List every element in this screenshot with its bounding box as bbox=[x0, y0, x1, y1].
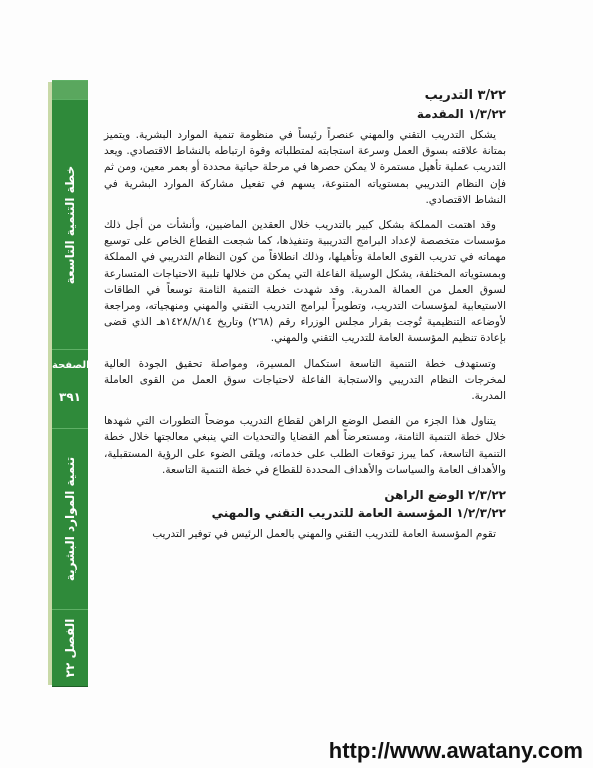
sidebar bbox=[52, 80, 88, 685]
page-label: الصفحة bbox=[52, 360, 90, 371]
status-title: ٢/٣/٢٢ الوضع الراهن bbox=[384, 488, 506, 503]
sidebar-sector-tab bbox=[52, 428, 88, 610]
paragraph: يتناول هذا الجزء من الفصل الوضع الراهن لقطاع التدريب موضحاً التطورات التي شهدها خلال خطة التنمية الثامنة، ومستعرضاً أهم القضايا والتحديات التي ينبغي معالجتها خلال خطة التنمية التاسعة، كما يبرز توقعات الطلب على خدماته، ويلقى الضوء على الرؤية المستقبلية، والأهداف العامة والسياسات والأهداف المحددة للقطاع في خطة التنمية التاسعة. bbox=[104, 415, 506, 476]
sector-label: تنمية الموارد البشرية bbox=[63, 456, 77, 582]
main-content bbox=[104, 88, 506, 551]
section-title: ٣/٢٢ التدريب bbox=[424, 88, 506, 103]
status-subtitle: ١/٢/٣/٢٢ المؤسسة العامة للتدريب التقني والمهني bbox=[211, 506, 506, 521]
sidebar-top-band bbox=[52, 80, 88, 100]
chapter-label: الفصل ٢٢ bbox=[63, 618, 77, 678]
paragraph: يشكل التدريب التقني والمهني عنصراً رئيساً في منظومة تنمية الموارد البشرية. ويتميز بمتانة علاقته بسوق العمل وسرعة استجابته لمتطلباته وقوة ارتباطه بالنشاط الاقتصادي. ويعد التدريب عملية تأهيل مستمرة لا يمكن حصرها في مرحلة حياتية محددة أو بعمر معين، ومن ثم فإن النظام التدريبي بمستوياته المتنوعة، يسهم في تفعيل مشاركة الموارد البشرية في النشاط الاقتصادي. bbox=[104, 129, 506, 206]
website-url[interactable]: http://www.awatany.com bbox=[328, 738, 583, 763]
page-number: ٣٩١ bbox=[59, 390, 81, 404]
paragraph: تقوم المؤسسة العامة للتدريب التقني والمهني بالعمل الرئيس في توفير التدريب bbox=[152, 528, 496, 541]
paragraph: وتستهدف خطة التنمية التاسعة استكمال المسيرة، ومواصلة تحقيق الجودة العالية لمخرجات النظام التدريبي والاستجابة الفاعلة لاحتياجات سوق العمل من القوى العاملة المدربة. bbox=[104, 357, 506, 403]
sidebar-chapter-tab bbox=[52, 609, 88, 687]
paragraph: وقد اهتمت المملكة بشكل كبير بالتدريب خلال العقدين الماضيين، وأنشأت من أجل ذلك مؤسسات متخصصة لإعداد البرامج التدريبية وتنفيذها، كما شجعت القطاع الخاص على توسيع مهماته في تدريب القوى العاملة وتأهيلها، وذلك انطلاقاً من كون النظام التدريبي في المملكة وبمستوياته المختلفة، يشكل الوسيلة الفاعلة التي يمكن من خلالها تلبية الاحتياجات المتسارعة لسوق العمل من العمالة المدربة. وقد شهدت خطة التنمية الثامنة توسعاً في الطاقات الاستيعابية لمؤسسات التدريب، وتطويراً لبرامج التدريب التقني والمهني ومنهجياته، ومراجعة لأوضاعه التنظيمية تُوجت بقرار مجلس الوزراء رقم (٢٦٨) وتاريخ ١٤٢٨/٨/١٤هـ الذي قضى بإعادة تنظيم المؤسسة العامة للتدريب التقني والمهني. bbox=[104, 219, 506, 345]
sidebar-page-tab bbox=[52, 349, 88, 429]
subsection-title: ١/٣/٢٢ المقدمة bbox=[416, 107, 506, 121]
plan-label: خطة التنمية التاسعة bbox=[63, 165, 77, 284]
sidebar-plan-tab bbox=[52, 99, 88, 350]
